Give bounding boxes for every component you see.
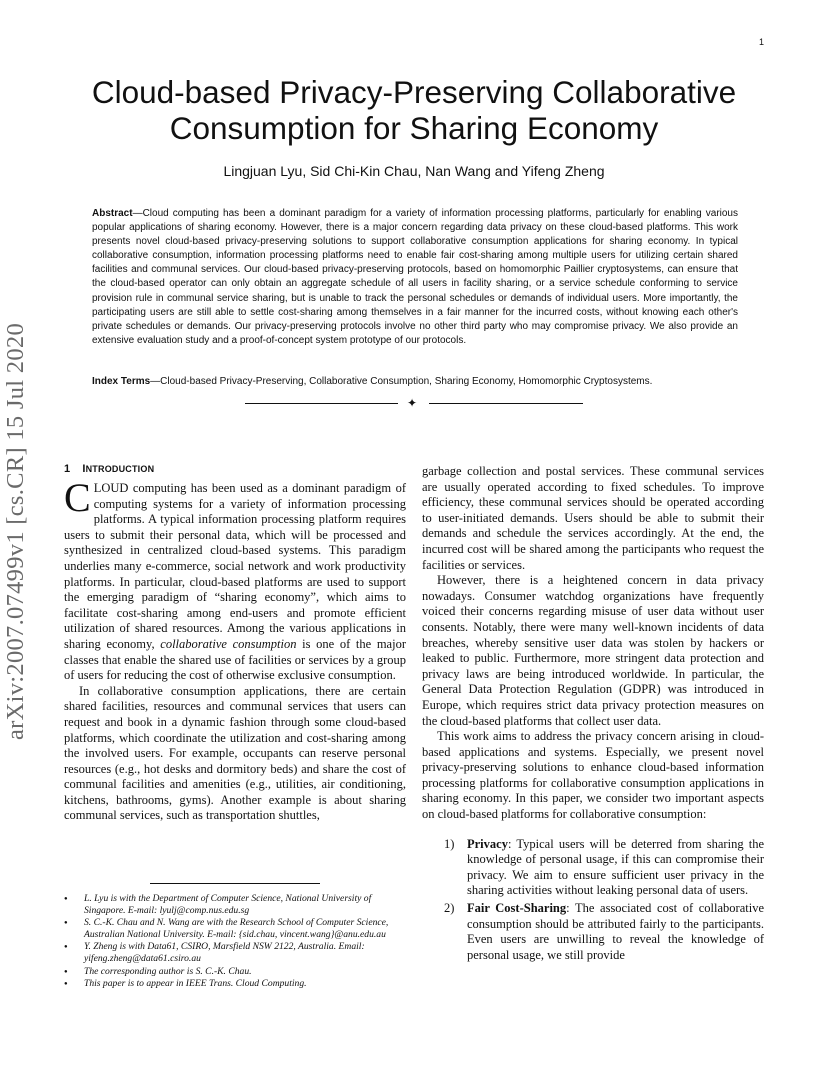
abstract xyxy=(92,207,738,348)
right-column xyxy=(422,464,764,965)
left-column xyxy=(64,462,406,824)
drop-cap: C xyxy=(64,475,91,520)
right-paragraph-3: This work aims to address the privacy concern arising in cloud-based applications and systems. Especially, we present novel privacy-preserving solutions to enhance cloud-based information processing platforms for collaborative consumption applications in sharing economy. In this paper, we consider two important aspects on cloud-based platforms for collaborative consumption: xyxy=(422,729,764,822)
paper-title: Cloud-based Privacy-Preserving Collaborative Consumption for Sharing Economy xyxy=(91,74,737,146)
footnote-item: ● L. Lyu is with the Department of Computer Science, National University of Singapore. E-mail: lyulj@comp.nus.edu.sg xyxy=(84,893,408,916)
section-title-initial: I xyxy=(82,463,86,475)
index-terms xyxy=(92,375,738,389)
list-item-text: : Typical users will be deterred from sharing the knowledge of personal usage, if this can compromise their privacy. We aim to ensure sufficient user privacy in the sharing activities without leaking personal data of users. xyxy=(467,836,764,898)
footnotes xyxy=(64,893,408,991)
section-divider xyxy=(245,396,583,410)
index-terms-text: —Cloud-based Privacy-Preserving, Collaborative Consumption, Sharing Economy, Homomorphic Cryptosystems. xyxy=(150,376,653,387)
abstract-text: —Cloud computing has been a dominant paradigm for a variety of information processing platforms, particularly for enabling various popular applications of sharing economy. However, there is a major concern regarding data privacy on these cloud-based platforms. This work presents novel cloud-based privacy-preserving solutions to support collaborative consumption applications for sharing economy. In typical collaborative consumption, information processing platforms need to enable fair cost-sharing among multiple users for utilizing certain shared facilities and communal services. Our cloud-based privacy-preserving protocols, based on homomorphic Paillier cryptosystems, can ensure that the cloud-based operator can only obtain an aggregate schedule of all users in facility sharing, or a service schedule conforming to service provision rule in communal service sharing, but is unable to track the personal schedules or demands of individual users. More importantly, the participating users are still able to settle cost-sharing among themselves in a fair manner for the incurred costs, without knowing each other's private schedules or demands. Our privacy-preserving protocols involve no other third party who may compromise privacy. We also provide an extensive evaluation study and a proof-of-concept system prototype of our protocols. xyxy=(92,208,738,346)
footnote-item: ● This paper is to appear in IEEE Trans. Cloud Computing. xyxy=(84,978,408,990)
footnote-item: ● S. C.-K. Chau and N. Wang are with the Research School of Computer Science, Australian National University. E-mail: {sid.chau, vincent.wang}@anu.edu.au xyxy=(84,917,408,940)
list-item-number: 2) xyxy=(444,901,455,916)
section-number: 1 xyxy=(64,463,71,475)
footnote-item: ● The corresponding author is S. C.-K. Chau. xyxy=(84,966,408,978)
list-item-text: : The associated cost of collaborative consumption should be attributed fairly to the participants. Even users are unwilling to reveal the knowledge of personal usage, we still provide xyxy=(467,901,765,962)
intro-text-a: computing has been used as a dominant paradigm of computing systems for a variety of information processing platforms. A typical information processing platform requires users to submit their personal data, which will be processed and synthesized in centralized cloud-based systems. This paradigm underlies many e-commerce, social network and work productivity platforms. In particular, cloud-based platforms are used to support the emerging paradigm of “sharing economy”, which aims to facilitate cost-sharing among end-users and promote efficient utilization of shared resources. Among the various applications in sharing economy, xyxy=(64,481,406,651)
right-paragraph-1: garbage collection and postal services. These communal services are usually operated according to fixed schedules. To improve efficiency, these communal services should be operated according to user-initiated demands. Users should be able to submit their demands and schedule the services accordingly. At the end, the incurred cost will be shared among the participants who request the facilities or services. xyxy=(422,464,764,572)
contribution-list xyxy=(422,837,764,964)
section-title-rest: NTRODUCTION xyxy=(85,464,155,474)
intro-lead-word: LOUD xyxy=(93,481,129,495)
list-item xyxy=(422,837,764,899)
intro-text-b: is one of the major classes that enable the shared use of facilities or services by a group of users for reducing the cost of otherwise exclusive consumption. xyxy=(64,636,406,683)
divider-line-left xyxy=(245,403,398,404)
section-heading xyxy=(64,462,406,476)
arxiv-stamp: arXiv:2007.07499v1 [cs.CR] 15 Jul 2020 xyxy=(2,323,29,740)
divider-line-right xyxy=(429,403,583,404)
divider-diamond-icon: ✦ xyxy=(407,396,418,410)
intro-text-italic: collaborative consumption xyxy=(160,636,297,651)
index-terms-label: Index Terms xyxy=(92,376,151,387)
right-paragraph-2: However, there is a heightened concern in data privacy nowadays. Consumer watchdog organizations have frequently voiced their concerns regarding misuse of user data without user consents. Notably, there were many well-known incidents of data breaches, whereby sensitive user data was stolen by hackers or leaked to public. Furthermore, more stringent data protection and privacy laws are being introduced worldwide. In particular, the General Data Protection Regulation (GDPR) was introduced in Europe, which requires strict data privacy protection measures on the cloud-based platforms that collect user data. xyxy=(422,573,764,728)
intro-paragraph-1 xyxy=(64,475,406,684)
list-item-term: Privacy xyxy=(467,836,508,851)
page-number: 1 xyxy=(758,37,764,47)
authors: Lingjuan Lyu, Sid Chi-Kin Chau, Nan Wang and Yifeng Zheng xyxy=(223,163,605,179)
list-item xyxy=(422,901,764,963)
footnote-item: ● Y. Zheng is with Data61, CSIRO, Marsfield NSW 2122, Australia. Email: yifeng.zheng@data61.csiro.au xyxy=(84,941,408,964)
intro-paragraph-2: In collaborative consumption applications, there are certain shared facilities, resources and communal services that users can request and book in a dynamic fashion through some cloud-based platforms, which coordinate the utilization and cost-sharing among the involved users. For example, occupants can reserve personal resources (e.g., hot desks and dormitory beds) and share the cost of communal facilities and amenities (e.g., utilities, air conditioning, kitchens, bathrooms, gyms). Another example is about sharing communal services, such as transportation shuttles, xyxy=(64,683,406,823)
footnote-rule xyxy=(150,883,320,884)
list-item-number: 1) xyxy=(444,836,455,851)
list-item-term: Fair Cost-Sharing xyxy=(467,901,567,916)
abstract-label: Abstract xyxy=(92,208,133,219)
